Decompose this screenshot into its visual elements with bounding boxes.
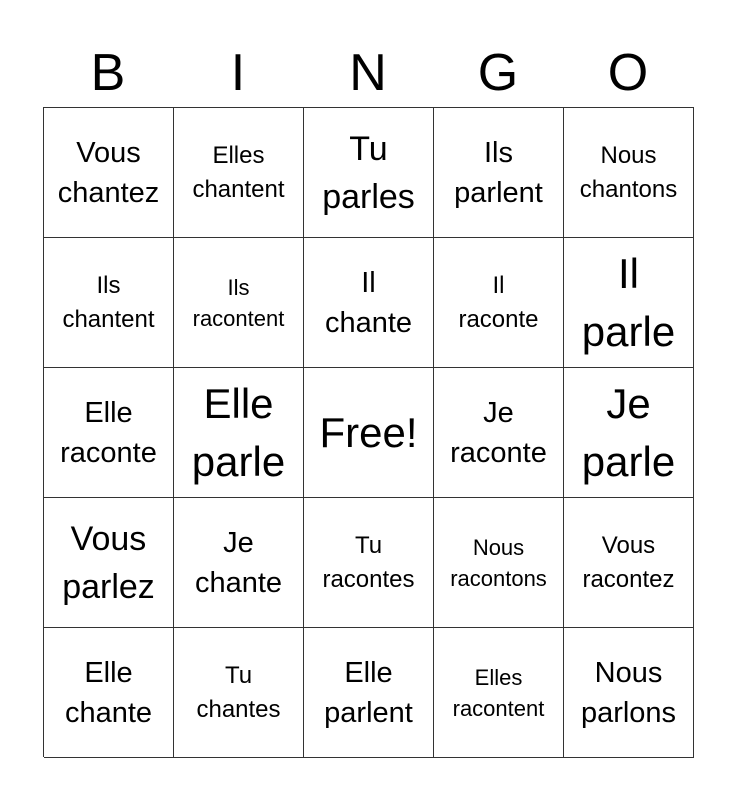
- cell-text: Ils chantent: [62, 271, 155, 333]
- cell-text: Nous chantons: [579, 141, 678, 203]
- bingo-cell[interactable]: [564, 368, 694, 498]
- cell-text: Elle parle: [191, 379, 286, 485]
- header-letter-g: G: [477, 44, 519, 102]
- cell-text: Tu chantes: [196, 661, 281, 723]
- cell-text: Tu parles: [322, 129, 415, 216]
- bingo-cell[interactable]: [564, 108, 694, 238]
- cell-text: Il raconte: [458, 271, 539, 333]
- bingo-cell[interactable]: [174, 498, 304, 628]
- cell-text: Vous chantez: [57, 136, 160, 209]
- bingo-cell[interactable]: [564, 498, 694, 628]
- cell-text: Elle chante: [64, 656, 153, 729]
- bingo-cell[interactable]: [564, 238, 694, 368]
- cell-text: Il parle: [581, 249, 676, 355]
- free-cell[interactable]: [304, 368, 434, 498]
- header-letter-o: O: [607, 44, 649, 102]
- bingo-cell[interactable]: [304, 628, 434, 758]
- bingo-cell[interactable]: [304, 498, 434, 628]
- cell-text: Elle raconte: [60, 396, 157, 469]
- cell-text: Il chante: [324, 266, 413, 339]
- bingo-cell[interactable]: [44, 368, 174, 498]
- bingo-cell[interactable]: [44, 628, 174, 758]
- cell-text: Je parle: [581, 379, 676, 485]
- header-letter-b: B: [90, 44, 126, 102]
- bingo-cell[interactable]: [44, 498, 174, 628]
- cell-text: Elles chantent: [192, 141, 285, 203]
- cell-text: Ils parlent: [454, 136, 543, 209]
- cell-text: Je raconte: [450, 396, 547, 469]
- cell-text: Nous racontons: [450, 534, 547, 591]
- cell-text: Elle parlent: [324, 656, 413, 729]
- cell-text: Vous parlez: [62, 519, 155, 606]
- bingo-header: [43, 38, 693, 108]
- bingo-cell[interactable]: [434, 238, 564, 368]
- bingo-cell[interactable]: [304, 238, 434, 368]
- bingo-cell[interactable]: [434, 368, 564, 498]
- bingo-cell[interactable]: [174, 628, 304, 758]
- bingo-cell[interactable]: [434, 628, 564, 758]
- cell-text: Nous parlons: [580, 656, 677, 729]
- cell-text: Free!: [319, 408, 418, 456]
- bingo-board: [43, 107, 694, 757]
- bingo-cell[interactable]: [304, 108, 434, 238]
- header-letter-n: N: [349, 44, 387, 102]
- bingo-cell[interactable]: [564, 628, 694, 758]
- cell-text: Elles racontent: [452, 664, 545, 721]
- bingo-cell[interactable]: [434, 498, 564, 628]
- bingo-cell[interactable]: [44, 108, 174, 238]
- bingo-cell[interactable]: [174, 108, 304, 238]
- cell-text: Vous racontez: [582, 531, 675, 593]
- bingo-cell[interactable]: [434, 108, 564, 238]
- cell-text: Je chante: [194, 526, 283, 599]
- cell-text: Ils racontent: [192, 274, 285, 331]
- header-letter-i: I: [230, 44, 246, 102]
- cell-text: Tu racontes: [322, 531, 415, 593]
- bingo-cell[interactable]: [174, 368, 304, 498]
- bingo-cell[interactable]: [44, 238, 174, 368]
- bingo-cell[interactable]: [174, 238, 304, 368]
